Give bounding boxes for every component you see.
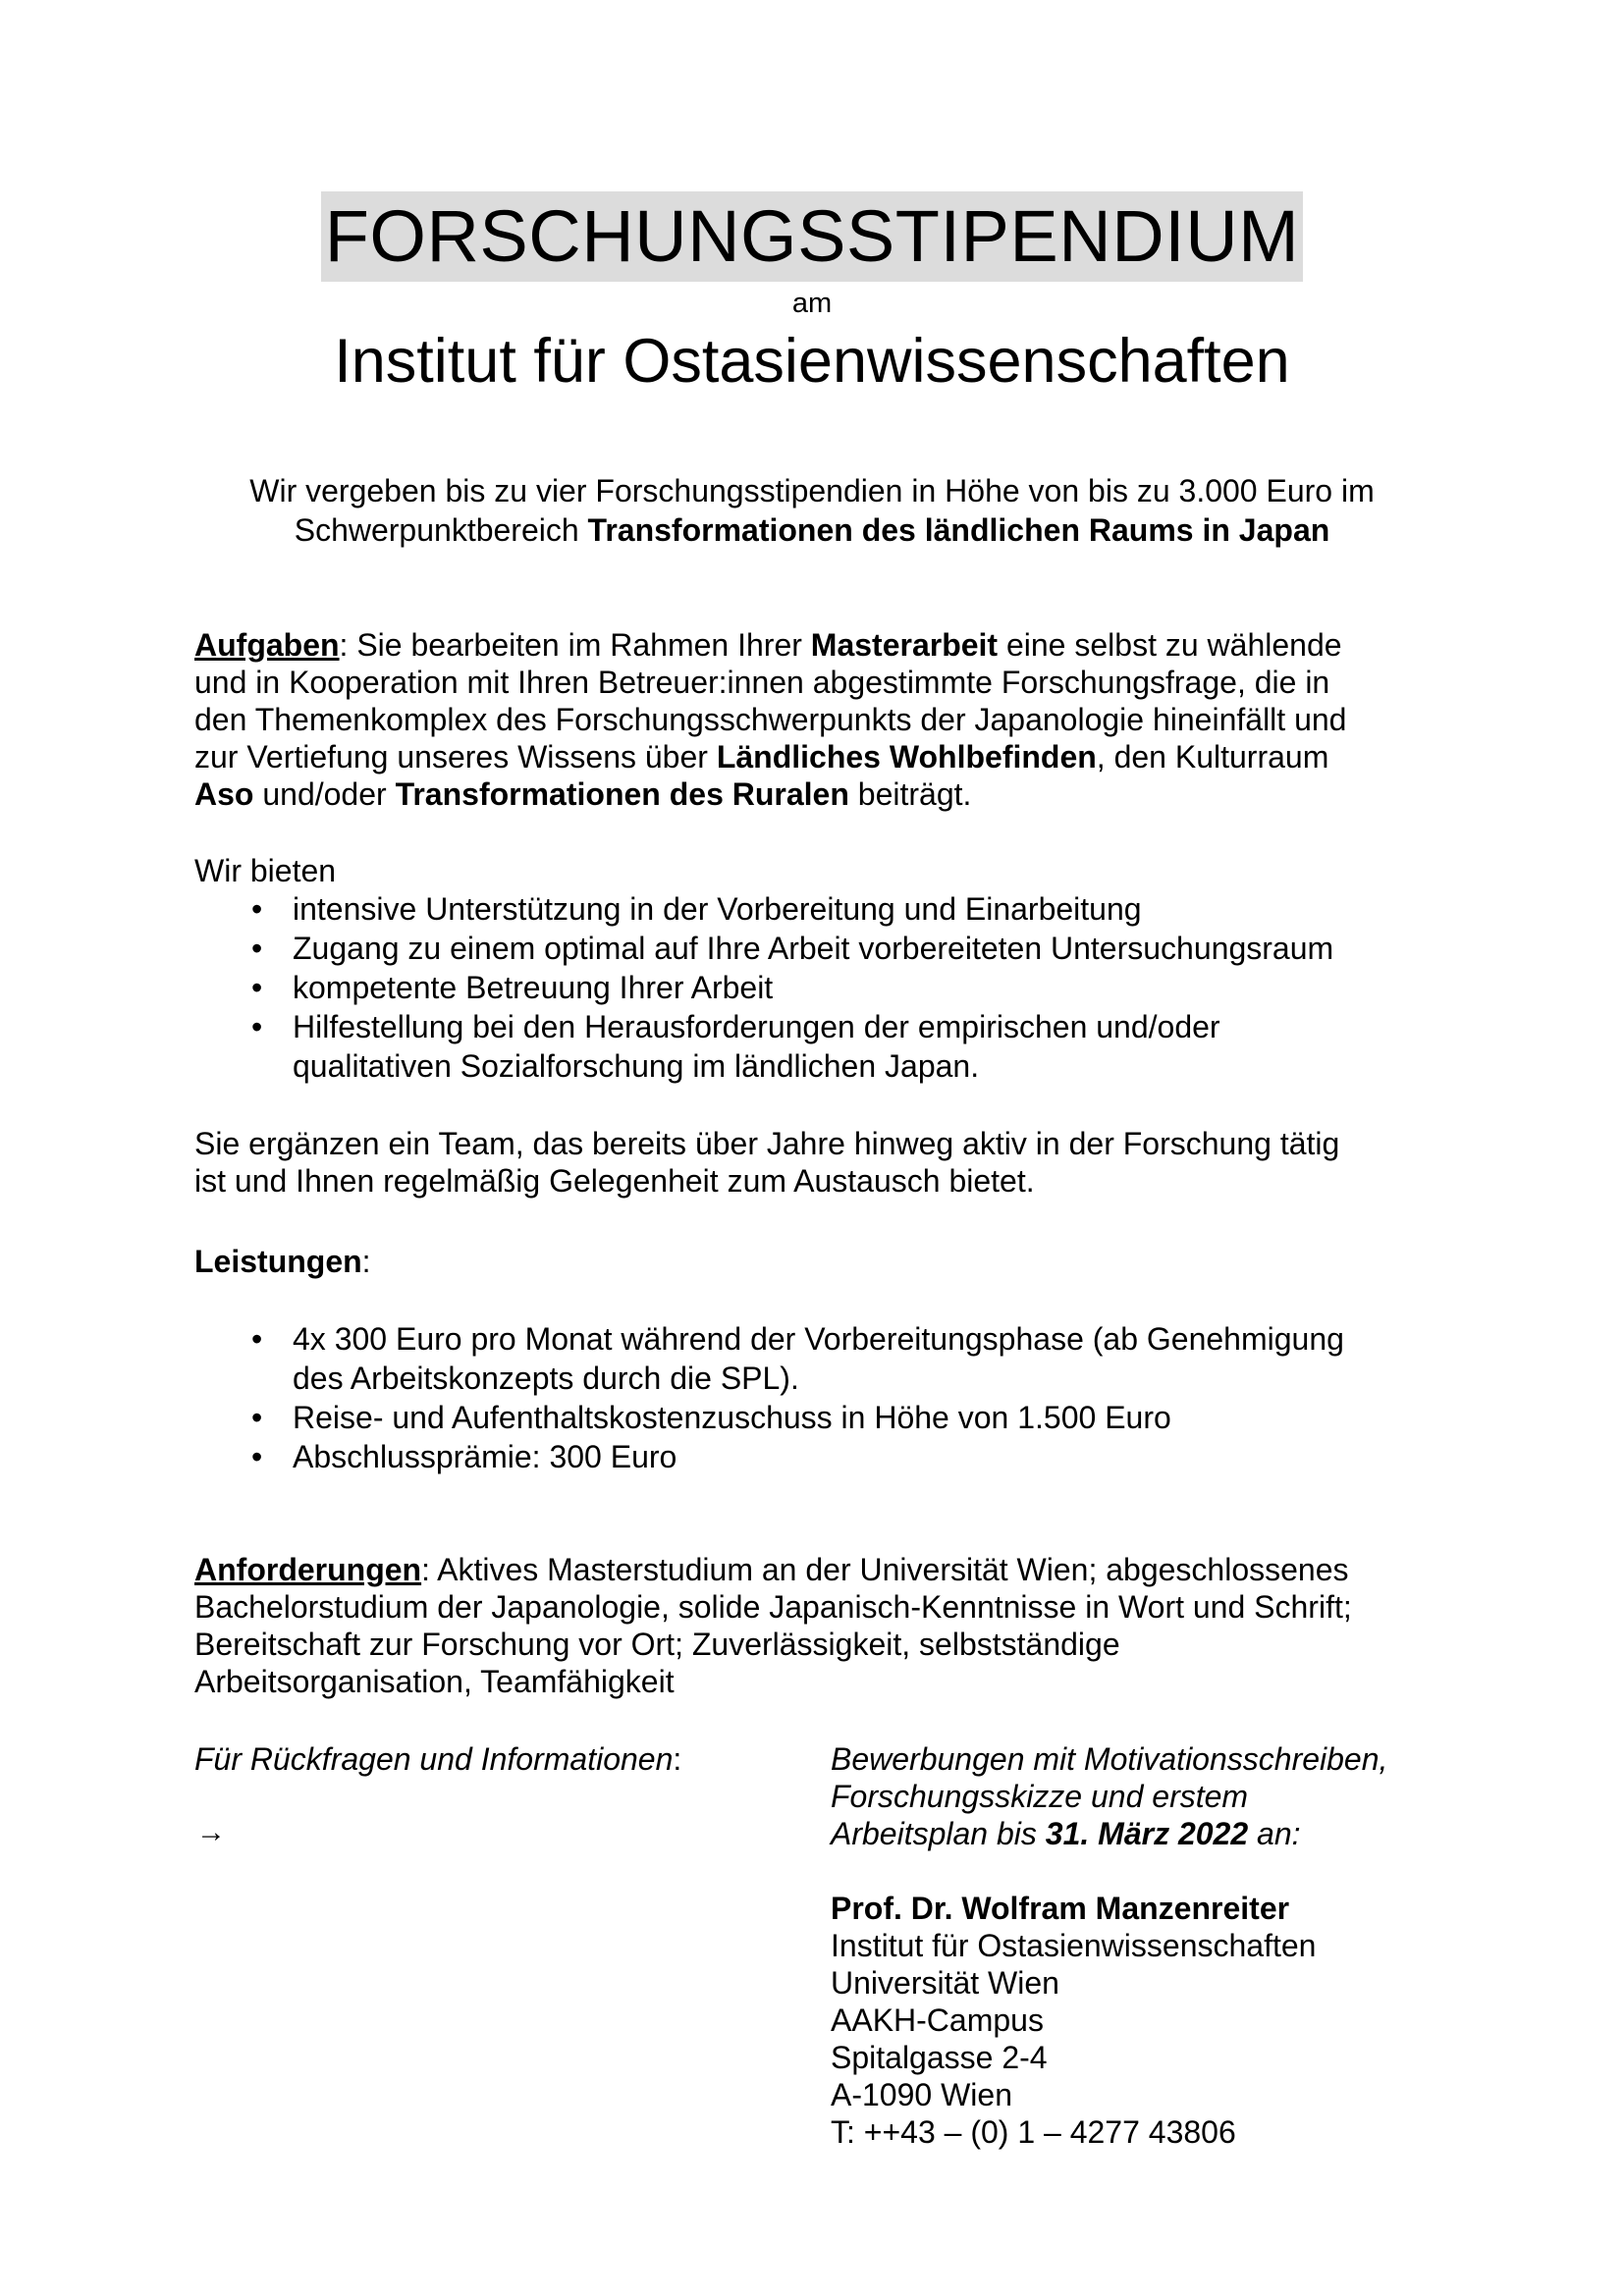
list-item-text: 4x 300 Euro pro Monat während der Vorbereitungsphase (ab Genehmigung: [293, 1321, 1344, 1357]
intro-paragraph: [0, 471, 1624, 550]
title-connector: am: [791, 288, 833, 319]
bewerbung-paragraph: [831, 1740, 1387, 1852]
aufgaben-l5-bold-2: Transformationen des Ruralen: [395, 776, 849, 812]
intro-line-1: Wir vergeben bis zu vier Forschungsstipendien in Höhe von bis zu 3.000 Euro im: [249, 473, 1375, 508]
bullet-icon: •: [251, 970, 263, 1005]
contact-phone: T: ++43 – (0) 1 – 4277 43806: [831, 2114, 1236, 2150]
intro-focus-area: Transformationen des ländlichen Raums in Japan: [587, 512, 1330, 548]
aufgaben-line-2: und in Kooperation mit Ihren Betreuer:innen abgestimmte Forschungsfrage, die in: [194, 665, 1330, 700]
contact-city: A-1090 Wien: [831, 2077, 1012, 2112]
bewerbung-line-3: [831, 1815, 1387, 1852]
bullet-icon: •: [251, 1400, 263, 1435]
arrow-right-icon: →: [196, 1816, 226, 1848]
aufgaben-text-1: : Sie bearbeiten im Rahmen Ihrer: [339, 627, 811, 663]
leistungen-colon: :: [361, 1244, 371, 1279]
bullet-icon: •: [251, 1321, 263, 1357]
team-paragraph: [194, 1125, 1432, 1200]
list-item: [245, 929, 1424, 968]
intro-line-2-text: Schwerpunktbereich: [294, 512, 588, 548]
list-item-text: Hilfestellung bei den Herausforderungen der empirischen und/oder: [293, 1009, 1220, 1044]
anforderungen-line-3: Bereitschaft zur Forschung vor Ort; Zuverlässigkeit, selbstständige: [194, 1627, 1120, 1662]
anforderungen-line-4: Arbeitsorganisation, Teamfähigkeit: [194, 1664, 675, 1699]
aufgaben-paragraph: [194, 626, 1432, 813]
deadline-date: 31. März 2022: [1045, 1816, 1249, 1851]
leistungen-label: Leistungen: [194, 1244, 362, 1279]
aufgaben-line-5: [194, 775, 1432, 813]
list-item-text: intensive Unterstützung in der Vorbereitung und Einarbeitung: [293, 891, 1142, 927]
institute-subtitle: Institut für Ostasienwissenschaften: [334, 327, 1290, 396]
contact-campus: AAKH-Campus: [831, 2002, 1044, 2038]
list-item-text: Reise- und Aufenthaltskostenzuschuss in Höhe von 1.500 Euro: [293, 1400, 1171, 1435]
anforderungen-line-2: Bachelorstudium der Japanologie, solide Japanisch-Kenntnisse in Wort und Schrift;: [194, 1589, 1352, 1625]
list-item-text: Zugang zu einem optimal auf Ihre Arbeit vorbereiteten Untersuchungsraum: [293, 931, 1334, 966]
bullet-icon: •: [251, 1439, 263, 1474]
contact-institute: Institut für Ostasienwissenschaften: [831, 1928, 1317, 1963]
title-wrap: [0, 191, 1624, 282]
leistungen-list: [245, 1319, 1424, 1476]
intro-line-2: [0, 510, 1624, 550]
aufgaben-line-4: [194, 738, 1432, 775]
list-item-text: kompetente Betreuung Ihrer Arbeit: [293, 970, 774, 1005]
contact-block: [831, 1890, 1316, 2151]
rueckfragen-colon: :: [673, 1741, 682, 1777]
bewerbung-line-2: Forschungsskizze und erstem: [831, 1779, 1249, 1814]
bullet-icon: •: [251, 1009, 263, 1044]
rueckfragen-label: [194, 1740, 681, 1778]
team-line-2: ist und Ihnen regelmäßig Gelegenheit zum Austausch bietet.: [194, 1163, 1035, 1199]
anforderungen-label: Anforderungen: [194, 1552, 422, 1587]
list-item: [245, 1437, 1424, 1476]
rueckfragen-text: Für Rückfragen und Informationen: [194, 1741, 674, 1777]
aufgaben-l5-mid: und/oder: [253, 776, 396, 812]
bullet-icon: •: [251, 931, 263, 966]
anforderungen-text-1: : Aktives Masterstudium an der Universität Wien; abgeschlossenes: [421, 1552, 1349, 1587]
aufgaben-text-2: eine selbst zu wählende: [998, 627, 1342, 663]
aufgaben-label: Aufgaben: [194, 627, 340, 663]
aufgaben-l4-prefix: zur Vertiefung unseres Wissens über: [194, 739, 717, 774]
bullet-icon: •: [251, 891, 263, 927]
list-item: [245, 1007, 1424, 1086]
wir-bieten-list: [245, 889, 1424, 1086]
bewerbung-l3-prefix: Arbeitsplan bis: [831, 1816, 1046, 1851]
list-item: [245, 968, 1424, 1007]
page-title: FORSCHUNGSSTIPENDIUM: [321, 191, 1304, 282]
aufgaben-l5-suffix: beiträgt.: [848, 776, 972, 812]
list-item-text-continued: des Arbeitskonzepts durch die SPL).: [293, 1361, 799, 1396]
wir-bieten-heading: Wir bieten: [194, 853, 337, 888]
list-item: [245, 889, 1424, 929]
bewerbung-l3-suffix: an:: [1248, 1816, 1301, 1851]
contact-name: Prof. Dr. Wolfram Manzenreiter: [831, 1891, 1290, 1926]
list-item: [245, 1398, 1424, 1437]
aufgaben-l4-suffix: , den Kulturraum: [1096, 739, 1329, 774]
leistungen-heading: [194, 1243, 1432, 1280]
anforderungen-line-1: [194, 1551, 1432, 1588]
aufgaben-l4-bold: Ländliches Wohlbefinden: [716, 739, 1097, 774]
aufgaben-line-3: den Themenkomplex des Forschungsschwerpunkts der Japanologie hineinfällt und: [194, 702, 1347, 737]
aufgaben-bold-1: Masterarbeit: [810, 627, 999, 663]
contact-university: Universität Wien: [831, 1965, 1059, 2001]
bewerbung-line-1: Bewerbungen mit Motivationsschreiben,: [831, 1741, 1388, 1777]
contact-street: Spitalgasse 2-4: [831, 2040, 1048, 2075]
list-item-text-continued: qualitativen Sozialforschung im ländlichen Japan.: [293, 1048, 980, 1084]
list-item: [245, 1319, 1424, 1398]
list-item-text: Abschlussprämie: 300 Euro: [293, 1439, 677, 1474]
aufgaben-line-1: [194, 626, 1432, 664]
aufgaben-l5-bold-1: Aso: [194, 776, 254, 812]
anforderungen-paragraph: [194, 1551, 1432, 1700]
team-line-1: Sie ergänzen ein Team, das bereits über Jahre hinweg aktiv in der Forschung tätig: [194, 1126, 1340, 1161]
